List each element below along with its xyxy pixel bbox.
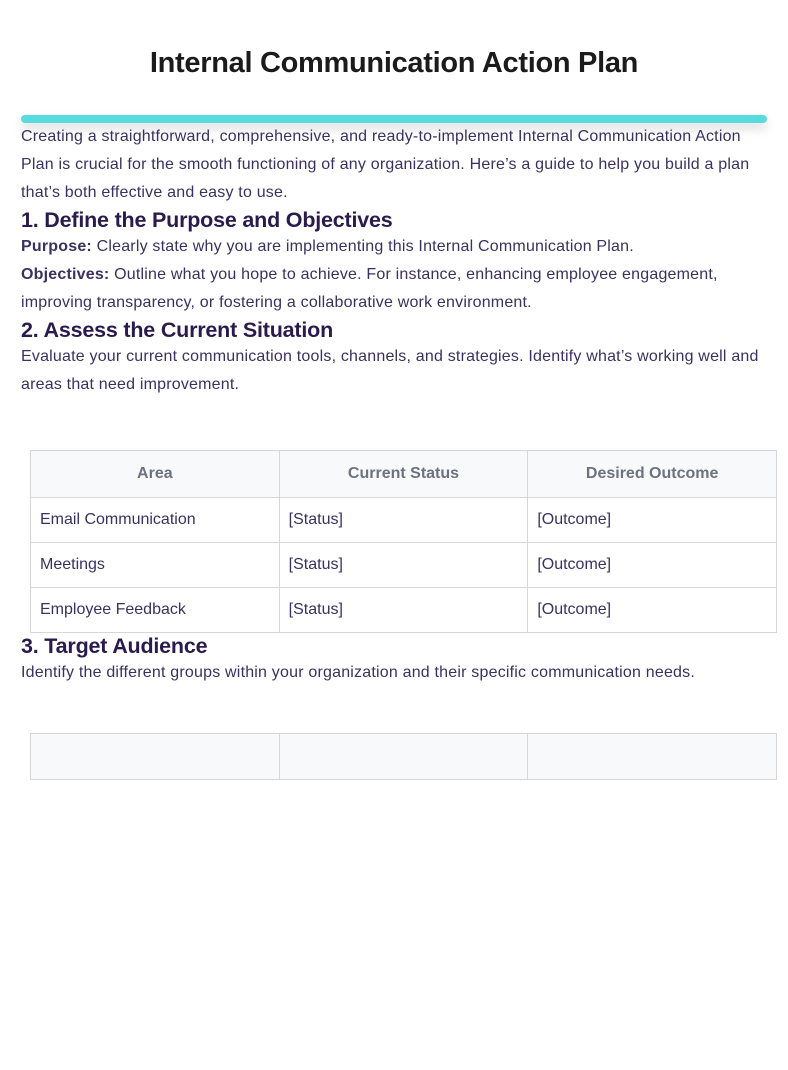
purpose-label: Purpose: xyxy=(21,238,92,255)
table-header-desired-outcome: Desired Outcome xyxy=(528,451,777,498)
objectives-label: Objectives: xyxy=(21,266,110,283)
table-cell-outcome: [Outcome] xyxy=(528,543,777,588)
purpose-paragraph xyxy=(21,233,767,261)
table-cell-area: Email Communication xyxy=(31,498,280,543)
table-cell-outcome: [Outcome] xyxy=(528,588,777,633)
table-row xyxy=(31,543,777,588)
table-header-row xyxy=(31,734,777,780)
target-audience-table-clipped xyxy=(30,733,777,780)
intro-paragraph: Creating a straightforward, comprehensive, and ready-to-implement Internal Communication Action Plan is crucial for the smooth functioning of any organization. Here’s a guide to help you build a plan that’s both effective and easy to use. xyxy=(21,128,750,201)
table-header-current-status: Current Status xyxy=(279,451,528,498)
table-header-row xyxy=(31,451,777,498)
objectives-paragraph xyxy=(21,261,767,317)
target-audience-paragraph: Identify the different groups within your organization and their specific communication needs. xyxy=(21,664,695,681)
assessment-table xyxy=(30,450,777,633)
table-cell-status: [Status] xyxy=(279,588,528,633)
accent-divider-bar xyxy=(21,115,767,123)
table-cell-status: [Status] xyxy=(279,543,528,588)
section-heading-3: 3. Target Audience xyxy=(21,634,208,658)
table-cell-outcome: [Outcome] xyxy=(528,498,777,543)
table-cell-area: Meetings xyxy=(31,543,280,588)
table-cell-area: Employee Feedback xyxy=(31,588,280,633)
document-page xyxy=(0,46,788,780)
assess-paragraph: Evaluate your current communication tools, channels, and strategies. Identify what’s working well and areas that need improvement. xyxy=(21,348,759,393)
table-row xyxy=(31,588,777,633)
table-header-cell xyxy=(528,734,777,780)
table-header-cell xyxy=(279,734,528,780)
section-heading-2: 2. Assess the Current Situation xyxy=(21,318,333,342)
table-cell-status: [Status] xyxy=(279,498,528,543)
page-title: Internal Communication Action Plan xyxy=(149,47,639,79)
table-header-area: Area xyxy=(31,451,280,498)
section-heading-1: 1. Define the Purpose and Objectives xyxy=(21,208,393,232)
table-header-cell xyxy=(31,734,280,780)
purpose-text: Clearly state why you are implementing this Internal Communication Plan. xyxy=(91,238,634,255)
table-row xyxy=(31,498,777,543)
objectives-text: Outline what you hope to achieve. For instance, enhancing employee engagement, improving transparency, or fostering a collaborative work environment. xyxy=(21,266,718,311)
